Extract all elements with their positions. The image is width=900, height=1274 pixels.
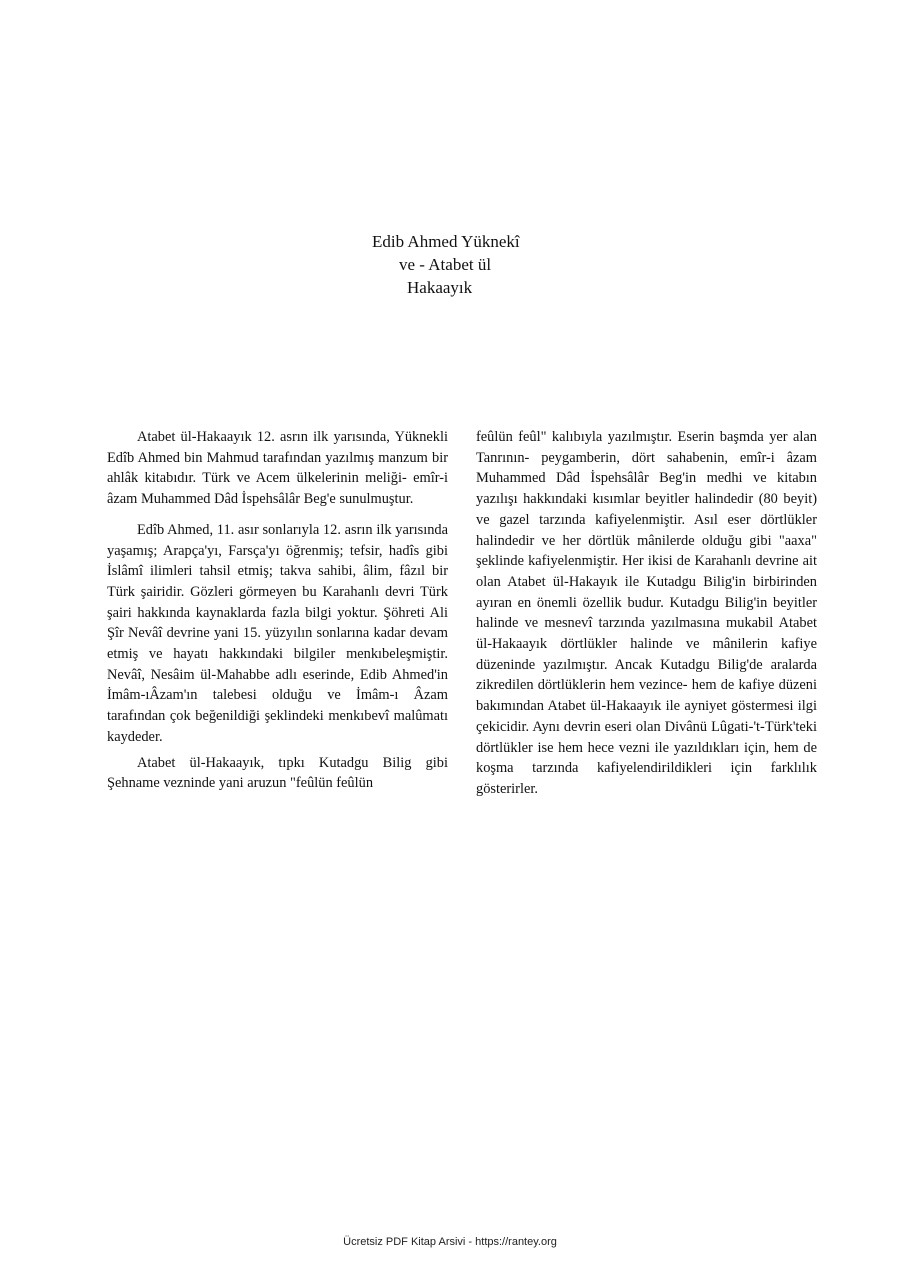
right-text-column: [476, 427, 817, 800]
paragraph: feûlün feûl" kalıbıyla yazılmıştır. Eserin başmda yer alan Tanrının- peygamberin, dört sahabenin, emîr-i âzam Muhammed Dâd İspehsâlâr Beg'in medhi ve kitabın yazılışı hakkındaki kısımlar beyitler halindedir (80 beyit) ve gazel tarzında kafiyelenmiştir. Asıl eser dörtlükler halindedir ve her dörtlük mânilerde olduğu gibi "aaxa" şeklinde kafiyelenmiştir. Her ikisi de Karahanlı devrine ait olan Atabet ül-Hakayık ile Kutadgu Bilig'in birbirinden ayıran en önemli özellik budur. Kutadgu Bilig'in beyitler halinde ve mesnevî tarzında yazılmasına mukabil Atabet ül-Hakaayık dörtlükler halinde ve mânilerin kafiye düzeninde yazılmıştır. Ancak Kutadgu Bilig'de aralarda zikredilen dörtlüklerin hem vezince- hem de kafiye düzeni bakımından Atabet ül-Hakaayık ile ayniyet göstermesi ilgi çekicidir. Aynı devrin eseri olan Divânü Lûgati-'t-Türk'teki dörtlükler ise hem hece vezni ile yazıldıkları için, hem de koşma tarzında kafiyelendirildikleri için farklılık gösterirler.: [476, 429, 817, 797]
title-line-1: Edib Ahmed Yüknekî: [372, 232, 520, 251]
page-footer: Ücretsiz PDF Kitap Arsivi - https://rantey.org: [343, 1236, 557, 1248]
paragraph: Edîb Ahmed, 11. asır sonlarıyla 12. asrın ilk yarısında yaşamış; Arapça'yı, Farsça'yı öğrenmiş; tefsir, hadîs gibi İslâmî ilimleri tahsil etmiş; takva sahibi, âlim, fâzıl bir Türk şairidir. Gözleri görmeyen bu Karahanlı devri Türk şairi hakkında kaynaklarda fazla bilgi yoktur. Şöhreti Ali Şîr Nevâî devrine yani 15. yüzyılın sonlarına kadar devam etmiş ve hayatı hakkındaki bilgiler menkıbeleşmiştir. Nevâî, Nesâim ül-Mahabbe adlı eserinde, Edib Ahmed'in İmâm-ıÂzam'ın talebesi olduğu ve İmâm-ı Âzam tarafından çok beğenildiği şeklindeki menkıbevî malûmatı kaydeder.: [107, 521, 448, 745]
paragraph: Atabet ül-Hakaayık 12. asrın ilk yarısında, Yüknekli Edîb Ahmed bin Mahmud tarafından yazılmış manzum bir ahlâk kitabıdır. Türk ve Acem ülkelerinin meliği- emîr-i âzam Muhammed Dâd İspehsâlâr Beg'e sunulmuştur.: [107, 429, 448, 508]
left-text-column: [107, 427, 448, 794]
paragraph: Atabet ül-Hakaayık, tıpkı Kutadgu Bilig gibi Şehname vezninde yani aruzun "feûlün feûlün: [107, 754, 448, 792]
title-line-3: Hakaayık: [407, 278, 473, 297]
title-line-2: ve - Atabet ül: [399, 255, 492, 274]
